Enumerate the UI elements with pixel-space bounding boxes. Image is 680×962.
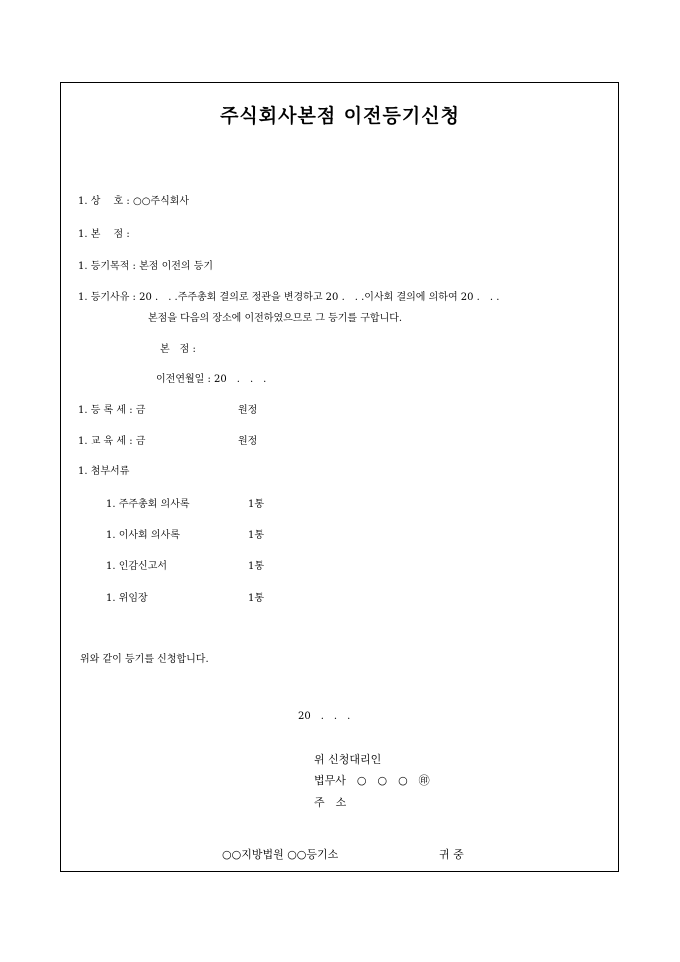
attachment-item — [106, 530, 264, 542]
attachment-name: 1. 이사회 의사록 — [106, 530, 180, 541]
closing-statement: 위와 같이 등기를 신청합니다. — [80, 654, 209, 665]
attachments-label: 1. 첨부서류 — [78, 466, 130, 477]
head-office-row — [78, 229, 130, 241]
document-title: 주식회사본점 이전등기신청 — [220, 105, 460, 127]
move-date-row — [156, 374, 266, 386]
company-label: 1. 상 호 : — [78, 196, 130, 207]
applicant-address: 주 소 — [314, 796, 347, 809]
company-row — [78, 196, 189, 208]
recipient-court: ○○지방법원 ○○등기소 — [222, 848, 339, 861]
applicant-title: 위 신청대리인 — [314, 753, 382, 766]
new-office-row — [160, 344, 196, 356]
education-tax-label: 1. 교 육 세 : 금 — [78, 436, 146, 447]
company-value: ○○주식회사 — [132, 196, 190, 207]
registration-tax-value: 원정 — [238, 405, 258, 416]
attachment-count: 1통 — [248, 561, 265, 572]
attachment-item — [106, 499, 264, 511]
reason-line-1: 20 . . .주주총회 결의로 정관을 변경하고 20 . . .이사회 결의에 의하여 20 . . . — [139, 292, 500, 303]
new-office-label: 본 점 : — [160, 344, 196, 355]
purpose-label: 1. 등기목적 : — [78, 261, 136, 272]
reason-line-2: 본점을 다음의 장소에 이전하였으므로 그 등기를 구합니다. — [148, 313, 403, 324]
attachment-count: 1통 — [248, 530, 265, 541]
applicant-name: 법무사 ○ ○ ○ ㊞ — [314, 774, 430, 787]
attachment-name: 1. 인감신고서 — [106, 561, 168, 572]
attachment-item — [106, 561, 264, 573]
reason-row — [78, 292, 499, 304]
application-date: 20 . . . — [298, 711, 351, 722]
recipient-suffix: 귀 중 — [439, 848, 464, 861]
attachment-count: 1통 — [248, 499, 265, 510]
purpose-value: 본점 이전의 등기 — [139, 261, 214, 272]
move-date-value: 20 . . . — [214, 374, 267, 385]
attachment-name: 1. 위임장 — [106, 593, 148, 604]
education-tax-value: 원정 — [238, 436, 258, 447]
attachment-count: 1통 — [248, 593, 265, 604]
registration-tax-label: 1. 등 록 세 : 금 — [78, 405, 146, 416]
attachment-name: 1. 주주총회 의사록 — [106, 499, 190, 510]
head-office-label: 1. 본 점 : — [78, 229, 130, 240]
attachment-item — [106, 593, 264, 605]
reason-label: 1. 등기사유 : — [78, 292, 136, 303]
move-date-label: 이전연월일 : — [156, 374, 211, 385]
purpose-row — [78, 261, 213, 273]
registration-tax-row — [78, 405, 257, 417]
education-tax-row — [78, 436, 257, 448]
